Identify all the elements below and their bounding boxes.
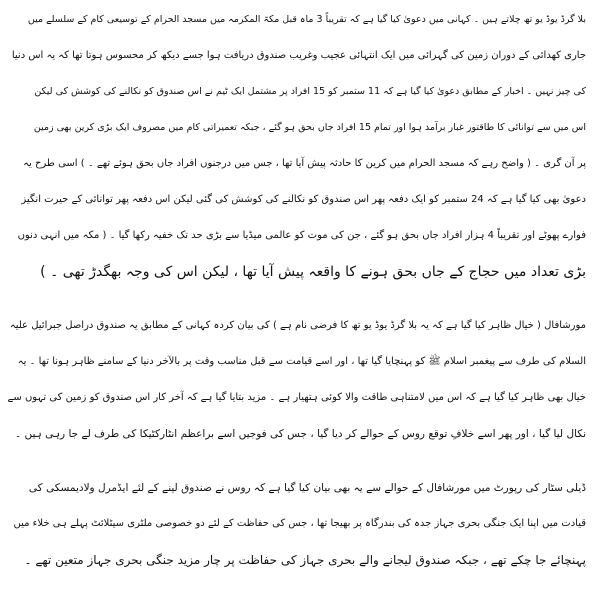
text-line: جاری کھدائی کے دوران زمین کی گہرائی میں ایک انتہائی عجیب وغریب صندوق دریافت ہوا جسے دیکھ کر محسوس ہوتا تھا کہ یہ اس دنیا xyxy=(11,50,586,61)
text-line: کی چیز نہیں ۔ اخبار کے مطابق دعویٰ کیا گیا ہے کہ 11 ستمبر کو 15 افراد پر مشتمل ایک ٹیم نے اس صندوق کو نکالنے کی کوشش کی لیکن xyxy=(34,86,586,97)
text-line: بلا گرڈ یوڈ یو تھ چلاتے ہیں ۔ کہانی میں دعویٰ کیا گیا ہے کہ تقریباً 3 ماہ قبل مکۃ المکرمہ میں مسجد الحرام کے توسیعی کام کے سلسلے میں xyxy=(27,14,586,25)
text-line: قیادت میں اپنا ایک جنگی بحری جہاز جدہ کی بندرگاہ پر بھیجا تھا ، جس کی حفاظت کے لئے دو خصوصی ملٹری سیٹلائٹ پہلے ہی خلاء میں xyxy=(13,518,586,529)
text-line: بڑی تعداد میں حجاج کے جاں بحق ہونے کا واقعہ پیش آیا تھا ، لیکن اس کی وجہ بھگدڑ تھی ۔ ) xyxy=(40,264,586,280)
text-line: خیال بھی ظاہر کیا گیا ہے کہ اس میں لامتناہی طاقت والا کوئی ہتھیار ہے ۔ مزید بتایا گیا ہے کہ آخر کار اس صندوق کو زمین کی تہوں سے xyxy=(8,392,586,403)
article-paragraph xyxy=(8,308,586,452)
text-line: اس میں سے توانائی کا طاقتور غبار برآمد ہوا اور تمام 15 افراد جاں بحق ہو گئے ، جبکہ تعمیراتی کام میں مصروف ایک بڑی کرین بھی زمین xyxy=(33,122,586,133)
text-line: پہنچائے جا چکے تھے ، جبکہ صندوق لیجانے والے بحری جہاز کی حفاظت پر چار مزید جنگی بحری جہاز متعین تھے ۔ xyxy=(24,553,586,567)
article-paragraph xyxy=(8,2,586,290)
text-line: مورشافال ( خیال ظاہر کیا گیا ہے کہ یہ بلا گرڈ یوڈ یو تھ کا فرضی نام ہے ) کی بیان کردہ کہانی کے مطابق یہ صندوق دراصل جبرائیل علیہ xyxy=(9,320,586,331)
text-line: دعویٰ بھی کیا گیا ہے کہ 24 ستمبر کو ایک دفعہ پھر اس صندوق کو نکالنے کی کوشش کی گئی لیکن اس دفعہ پھر توانائی کے حیرت انگیز xyxy=(21,194,586,205)
article-paragraph xyxy=(8,470,586,578)
text-line: نکال لیا گیا ، اور پھر اسے خلافِ توقع روس کے حوالے کر دیا گیا ، جس کی فوجیں اسے براعظم انٹارکٹیکا کی طرف لے جا رہی ہیں ۔ xyxy=(14,428,586,440)
text-line: فوارے پھوٹے اور تقریباً 4 ہزار افراد جاں بحق ہو گئے ، جن کی موت کو عالمی میڈیا سے بڑی حد تک خفیہ رکھا گیا ۔ ( مکہ میں انہی دنوں xyxy=(17,230,586,241)
text-line: ڈیلی سٹار کی رپورٹ میں مورشافال کے حوالے سے یہ بھی بیان کیا گیا ہے کہ روس نے صندوق لینے کے لئے ایڈمرل ولادیمسکی کی xyxy=(28,482,586,494)
text-line: السلام کی طرف سے پیغمبر اسلام ﷺ کو پہنچایا گیا تھا ، اور اسے قیامت سے قبل مناسب وقت پر بالآخر دنیا کے سامنے ظاہر ہونا تھا ۔ یہ xyxy=(17,356,586,367)
text-line: پر آن گری ۔ ( واضح رہے کہ مسجد الحرام میں کرین کا حادثہ پیش آیا تھا ، جس میں درجنوں افراد جاں بحق ہوئے تھے ۔ ) اسی طرح یہ xyxy=(23,158,586,169)
